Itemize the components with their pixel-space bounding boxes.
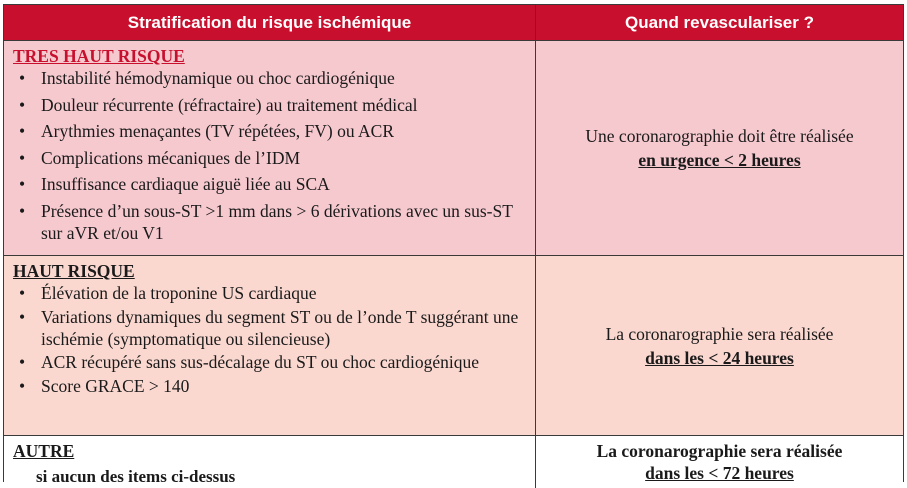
list-item: • Variations dynamiques du segment ST ou de l’onde T suggérant une ischémie (symptomatique ou silencieuse)	[19, 306, 519, 349]
recommendation-text: La coronarographie sera réalisée	[596, 441, 843, 461]
category-very-high-risk: TRES HAUT RISQUE	[13, 46, 185, 66]
bullet-icon: •	[19, 68, 26, 88]
header-stratification: Stratification du risque ischémique	[4, 5, 536, 41]
list-item: • Score GRACE > 140	[19, 375, 190, 396]
list-item: • Instabilité hémodynamique ou choc cardiogénique	[19, 68, 395, 88]
bullet-icon: •	[19, 200, 26, 221]
bullet-icon: •	[19, 147, 26, 168]
list-item: • Élévation de la troponine US cardiaque	[19, 283, 317, 303]
category-high-risk: HAUT RISQUE	[13, 261, 135, 281]
bullet-icon: •	[19, 121, 26, 141]
header-revascularisation: Quand revasculariser ?	[536, 5, 903, 41]
list-item: • Douleur récurrente (réfractaire) au traitement médical	[19, 94, 418, 115]
very-high-risk-criteria	[4, 41, 536, 256]
timing-text: dans les < 24 heures	[645, 347, 794, 368]
other-risk-recommendation	[536, 436, 903, 488]
bullet-icon: •	[19, 174, 26, 194]
very-high-risk-recommendation	[536, 41, 903, 256]
risk-table	[3, 4, 904, 486]
list-item: • ACR récupéré sans sus-décalage du ST ou choc cardiogénique	[19, 352, 480, 372]
list-item: • Insuffisance cardiaque aiguë liée au SCA	[19, 174, 330, 194]
timing-text: dans les < 72 heures	[645, 463, 794, 483]
recommendation-text: La coronarographie sera réalisée	[605, 323, 834, 344]
bullet-icon: •	[19, 375, 26, 396]
bullet-icon: •	[19, 352, 26, 372]
criteria-list	[11, 282, 535, 397]
timing-text: en urgence < 2 heures	[638, 150, 801, 170]
other-note: si aucun des items ci-dessus	[36, 467, 236, 486]
bullet-icon: •	[19, 283, 26, 303]
high-risk-recommendation	[536, 256, 903, 436]
list-item: • Arythmies menaçantes (TV répétées, FV) ou ACR	[19, 121, 394, 141]
bullet-icon: •	[19, 94, 26, 115]
bullet-icon: •	[19, 306, 26, 327]
other-risk-criteria	[4, 436, 536, 488]
recommendation-text: Une coronarographie doit être réalisée	[585, 126, 854, 146]
list-item: • Présence d’un sous-ST >1 mm dans > 6 dérivations avec un sus-ST sur aVR et/ou V1	[19, 200, 513, 243]
category-other: AUTRE	[13, 441, 75, 461]
high-risk-criteria	[4, 256, 536, 436]
criteria-list	[11, 67, 535, 244]
list-item: • Complications mécaniques de l’IDM	[19, 147, 301, 168]
